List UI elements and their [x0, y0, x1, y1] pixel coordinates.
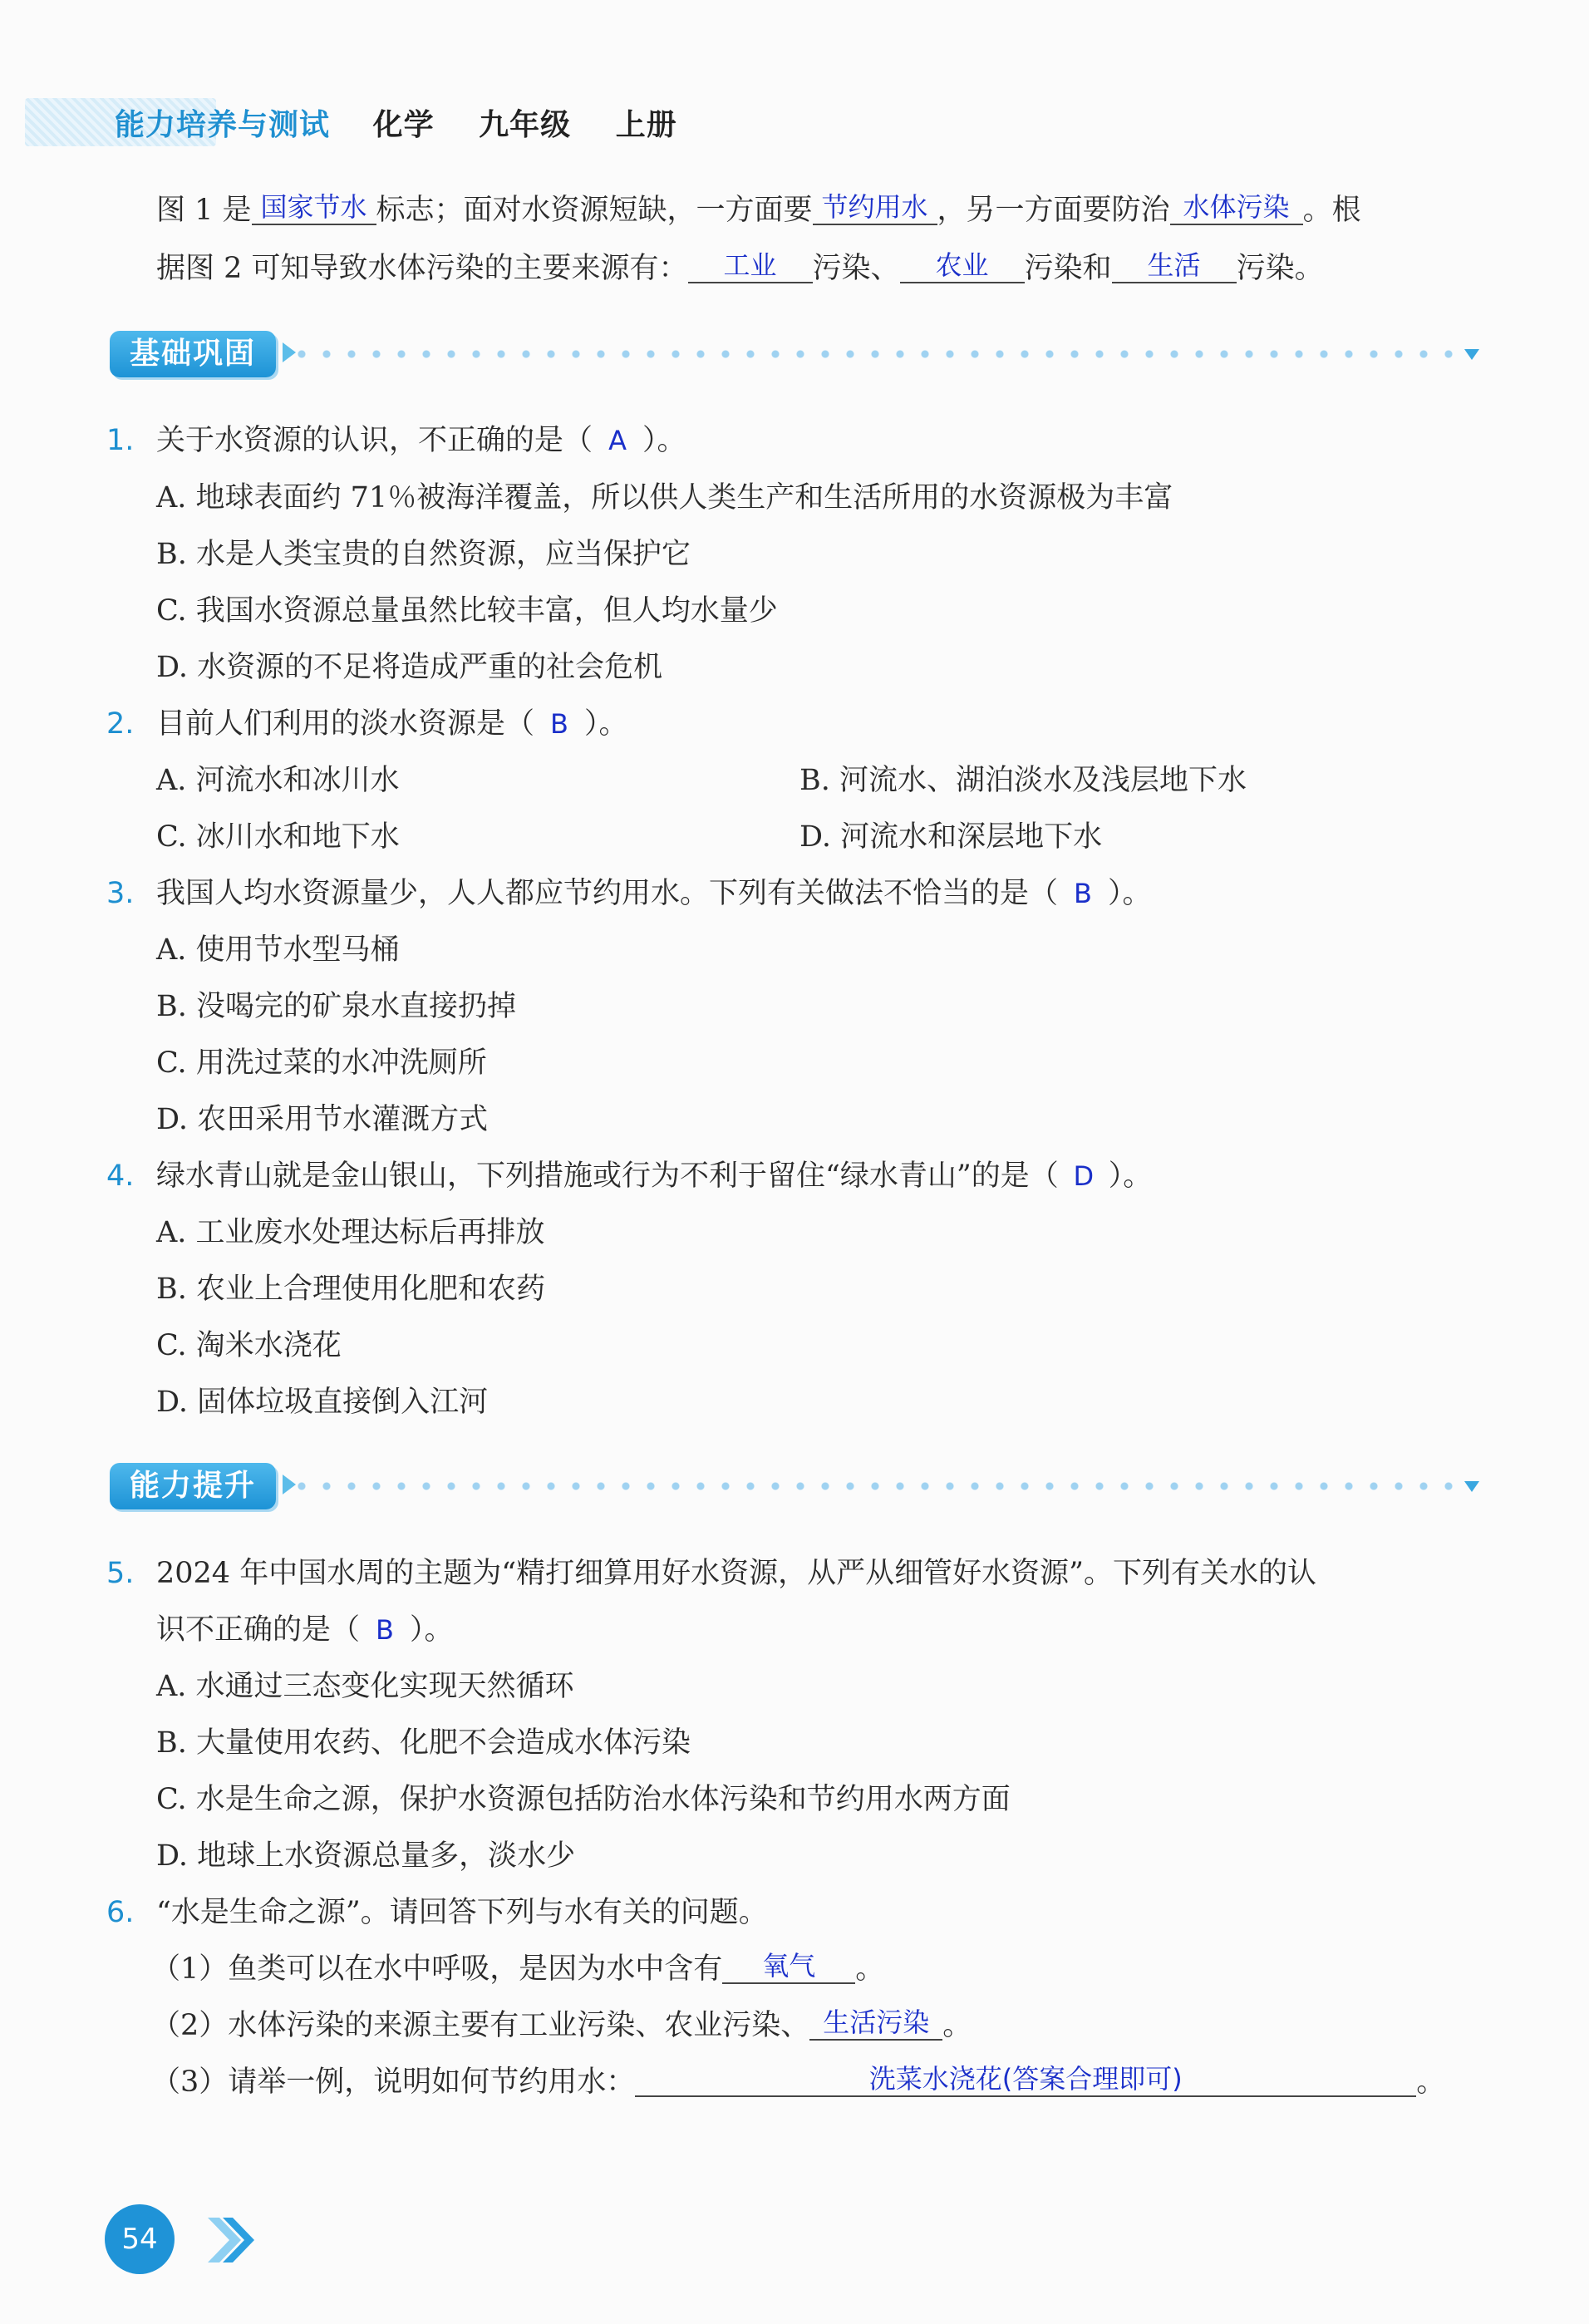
q1-option-b: B. 水是人类宝贵的自然资源，应当保护它 [156, 538, 691, 571]
q3-answer: B [1074, 878, 1092, 909]
q6-part-3-answer: 洗菜水浇花(答案合理即可) [635, 2062, 1416, 2097]
q1-option-c: C. 我国水资源总量虽然比较丰富，但人均水量少 [156, 594, 778, 628]
q6-part-2 [151, 2005, 972, 2046]
section-advanced [110, 1463, 1489, 1513]
q5-stem-line-1: 2024 年中国水周的主题为“精打细算用好水资源，从严从细管好水资源”。下列有关水的认 [156, 1557, 1316, 1590]
intro-text: 污染、 [812, 252, 900, 285]
intro-text: 据图 2 可知导致水体污染的主要来源有： [156, 252, 688, 285]
q5-option-a: A. 水通过三态变化实现天然循环 [156, 1670, 574, 1703]
q3-number: 3. [106, 877, 135, 910]
section-end-icon [1464, 349, 1479, 360]
q4-option-d: D. 固体垃圾直接倒入江河 [156, 1386, 489, 1419]
q4-option-c: C. 淘米水浇花 [156, 1329, 342, 1362]
q6-stem: “水是生命之源”。请回答下列与水有关的问题。 [156, 1896, 768, 1929]
q1-stem [156, 420, 686, 461]
volume-label: 上册 [615, 108, 677, 142]
series-title: 能力培养与测试 [115, 108, 331, 142]
q6-part-2-text: （2）水体污染的来源主要有工业污染、农业污染、 [151, 2009, 810, 2042]
q1-answer: A [608, 425, 627, 456]
page-header [0, 98, 1589, 146]
q1-option-a: A. 地球表面约 71％被海洋覆盖，所以供人类生产和生活所用的水资源极为丰富 [156, 481, 1173, 515]
q6-number: 6. [106, 1896, 135, 1929]
q3-stem [156, 873, 1152, 914]
q5-stem-text: 识不正确的是（ [156, 1613, 361, 1647]
q6-part-1-answer: 氧气 [722, 1949, 855, 1984]
q2-option-b: B. 河流水、湖泊淡水及浅层地下水 [799, 764, 1247, 797]
q3-stem-end: ）。 [1108, 877, 1152, 910]
intro-blank-1: 国家节水 [252, 190, 376, 225]
q6-part-1 [151, 1948, 884, 1990]
q5-stem-end: ）。 [410, 1613, 454, 1647]
q6-part-3 [151, 2061, 1445, 2103]
q3-option-a: A. 使用节水型马桶 [156, 933, 400, 967]
q6-part-3-end: 。 [1416, 2066, 1446, 2099]
intro-text: 标志；面对水资源短缺，一方面要 [376, 194, 813, 227]
q6-part-2-end: 。 [942, 2009, 972, 2042]
intro-blank-5: 农业 [900, 249, 1025, 283]
q4-option-b: B. 农业上合理使用化肥和农药 [156, 1273, 545, 1306]
q6-part-2-answer: 生活污染 [809, 2006, 942, 2041]
q6-part-1-text: （1）鱼类可以在水中呼吸，是因为水中含有 [151, 1952, 723, 1986]
intro-text: 污染和 [1024, 252, 1112, 285]
page-chevron-icon [208, 2218, 258, 2262]
section-basic [110, 331, 1489, 381]
section-dots [289, 347, 1464, 361]
q6-part-3-text: （3）请举一例，说明如何节约用水： [151, 2066, 636, 2099]
intro-text: 图 1 是 [156, 194, 252, 227]
q2-number: 2. [106, 707, 135, 741]
section-dots [289, 1480, 1464, 1493]
q5-stem-line-2 [156, 1609, 454, 1651]
intro-blank-6: 生活 [1112, 249, 1237, 283]
q5-option-b: B. 大量使用农药、化肥不会造成水体污染 [156, 1726, 691, 1760]
q5-answer: B [376, 1614, 394, 1646]
q1-stem-text: 关于水资源的认识，不正确的是（ [156, 424, 593, 457]
intro-line-2 [156, 248, 1324, 289]
page-number: 54 [105, 2204, 175, 2274]
intro-line-1 [156, 190, 1361, 231]
q4-number: 4. [106, 1160, 135, 1193]
q1-stem-end: ）。 [642, 424, 686, 457]
q1-option-d: D. 水资源的不足将造成严重的社会危机 [156, 651, 663, 684]
q2-option-c: C. 冰川水和地下水 [156, 820, 400, 854]
q6-part-1-end: 。 [855, 1952, 885, 1986]
q5-option-c: C. 水是生命之源，保护水资源包括防治水体污染和节约用水两方面 [156, 1783, 1011, 1816]
q1-number: 1. [106, 424, 135, 457]
q3-option-d: D. 农田采用节水灌溉方式 [156, 1103, 489, 1136]
q2-answer: B [550, 708, 568, 740]
subject-label: 化学 [372, 108, 435, 142]
q3-option-c: C. 用洗过菜的水冲洗厕所 [156, 1046, 487, 1080]
q2-option-d: D. 河流水和深层地下水 [799, 820, 1103, 854]
q2-stem [156, 703, 628, 745]
q5-number: 5. [106, 1557, 135, 1590]
q3-option-b: B. 没喝完的矿泉水直接扔掉 [156, 990, 516, 1023]
header-title [115, 101, 711, 144]
q5-option-d: D. 地球上水资源总量多，淡水少 [156, 1839, 576, 1873]
q4-stem-end: ）。 [1108, 1160, 1153, 1193]
q2-stem-end: ）。 [584, 707, 628, 741]
q4-option-a: A. 工业废水处理达标后再排放 [156, 1216, 545, 1249]
grade-label: 九年级 [479, 108, 572, 142]
intro-blank-3: 水体污染 [1170, 190, 1303, 225]
intro-blank-4: 工业 [688, 249, 813, 283]
intro-text: ，另一方面要防治 [937, 194, 1170, 227]
q4-stem [156, 1155, 1152, 1197]
q4-stem-text: 绿水青山就是金山银山，下列措施或行为不利于留住“绿水青山”的是（ [156, 1160, 1059, 1193]
q2-option-a: A. 河流水和冰川水 [156, 764, 400, 797]
q3-stem-text: 我国人均水资源量少，人人都应节约用水。下列有关做法不恰当的是（ [156, 877, 1059, 910]
section-basic-title: 基础巩固 [110, 331, 276, 377]
intro-text: 污染。 [1236, 252, 1324, 285]
q4-answer: D [1073, 1160, 1095, 1192]
intro-blank-2: 节约用水 [813, 190, 937, 225]
section-advanced-title: 能力提升 [110, 1463, 276, 1509]
q2-stem-text: 目前人们利用的淡水资源是（ [156, 707, 535, 741]
intro-text: 。根 [1302, 194, 1361, 227]
section-end-icon [1464, 1481, 1479, 1492]
